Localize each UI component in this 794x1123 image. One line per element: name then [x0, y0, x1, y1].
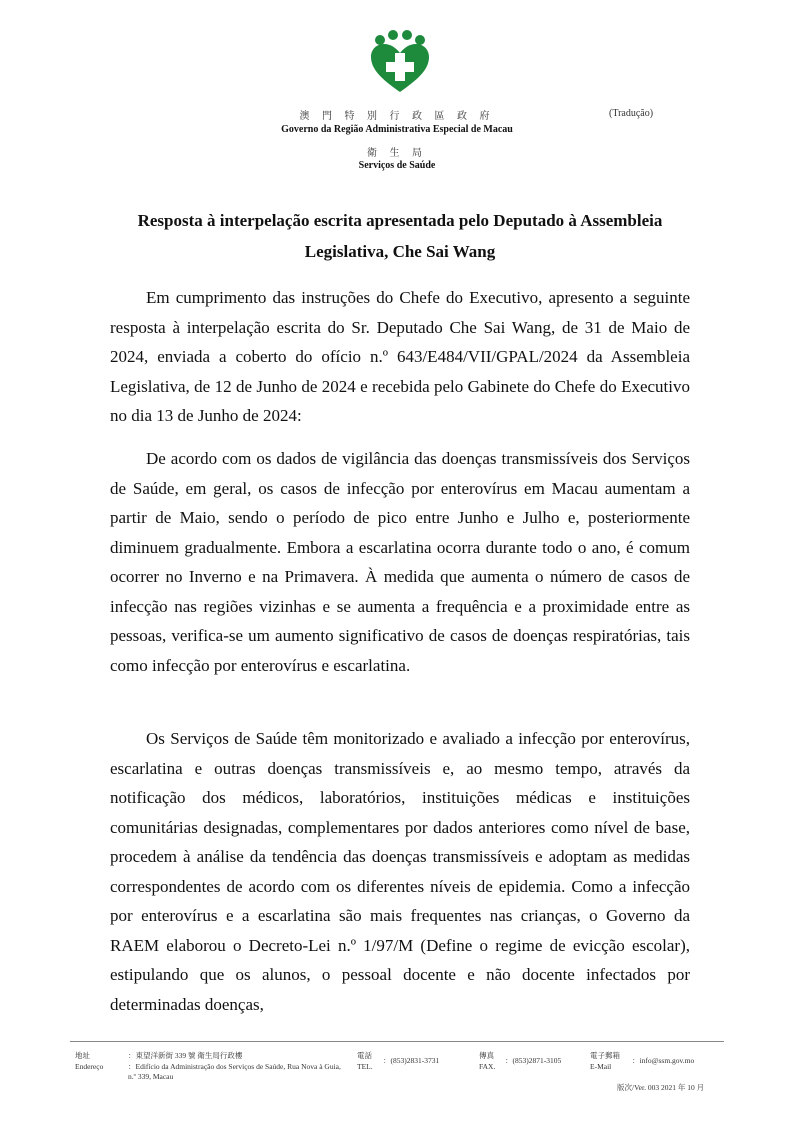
address-label-portuguese: Endereço: [75, 1062, 104, 1071]
address-label-chinese: 地址: [75, 1051, 90, 1060]
department-name-portuguese: Serviços de Saúde: [358, 160, 436, 171]
body-paragraph: Em cumprimento das instruções do Chefe do Executivo, apresento a seguinte resposta à interpelação escrita do Sr. Deputado Che Sai Wang, de 31 de Maio de 2024, enviada a coberto do ofício n.º 643/E484/VII/GPAL/2024 da Assembleia Legislativa, de 12 de Junho de 2024 e recebida pelo Gabinete do Chefe do Executivo no dia 13 de Junho de 2024:: [110, 288, 690, 425]
address-value-portuguese: ：Edifício da Administração dos Serviços de Saúde, Rua Nova à Guia, n.º 339, Macau: [128, 1062, 341, 1081]
version-stamp: 版次/Ver. 003 2021 年 10 月: [617, 1083, 705, 1092]
fax-label-chinese: 傳真: [479, 1051, 494, 1060]
fax-label-portuguese: FAX.: [479, 1062, 496, 1071]
document-title: Resposta à interpelação escrita apresentada pelo Deputado à Assembleia Legislativa, Che Sai Wang: [137, 211, 663, 261]
translation-note: (Tradução): [609, 108, 654, 119]
health-services-logo: [369, 30, 431, 94]
body-paragraph: De acordo com os dados de vigilância das doenças transmissíveis dos Serviços de Saúde, em geral, os casos de infecção por enterovírus em Macau aumentam a partir de Maio, sendo o período de pico entre Junho e Julho e, posteriormente diminuem gradualmente. Embora a escarlatina ocorra durante todo o ano, é comum ocorrer no Inverno e na Primavera. À medida que aumenta o número de casos de infecção nas regiões vizinhas e se aumenta a frequência e a proximidade entre as pessoas, verifica-se um aumento significativo de casos de doenças respiratórias, tais como infecção por enterovírus e escarlatina.: [110, 449, 690, 675]
body-paragraph: Os Serviços de Saúde têm monitorizado e avaliado a infecção por enterovírus, escarlatina e outras doenças transmissíveis e, ao mesmo tempo, através da notificação dos médicos, laboratórios, instituições médicas e instituições comunitárias designadas, complementares por dados anteriores como nível de base, procedem à análise da tendência das doenças transmissíveis e adoptam as medidas correspondentes de acordo com os diferentes níveis de epidemia. Como a infecção por enterovírus e a escarlatina são mais frequentes nas crianças, o Governo da RAEM elaborou o Decreto-Lei n.º 1/97/M (Define o regime de evicção escolar), estipulando que os alunos, o pessoal docente e não docente infectados por determinadas doenças,: [110, 729, 690, 1014]
government-name-chinese: 澳 門 特 別 行 政 區 政 府: [299, 111, 495, 122]
address-value-chinese: ：東望洋新街 339 號 衛生局行政樓: [128, 1051, 243, 1060]
footer-divider: [70, 1041, 724, 1042]
government-name-portuguese: Governo da Região Administrativa Especial de Macau: [281, 124, 513, 135]
email-address: ：info@ssm.gov.mo: [632, 1056, 695, 1065]
tel-number: ：(853)2831-3731: [383, 1056, 440, 1065]
tel-label-portuguese: TEL.: [357, 1062, 373, 1071]
email-label-chinese: 電子郵箱: [590, 1051, 620, 1060]
department-name-chinese: 衛 生 局: [367, 148, 427, 159]
fax-number: ：(853)2871-3105: [505, 1056, 562, 1065]
email-label-portuguese: E-Mail: [590, 1062, 612, 1071]
tel-label-chinese: 電話: [357, 1051, 372, 1060]
